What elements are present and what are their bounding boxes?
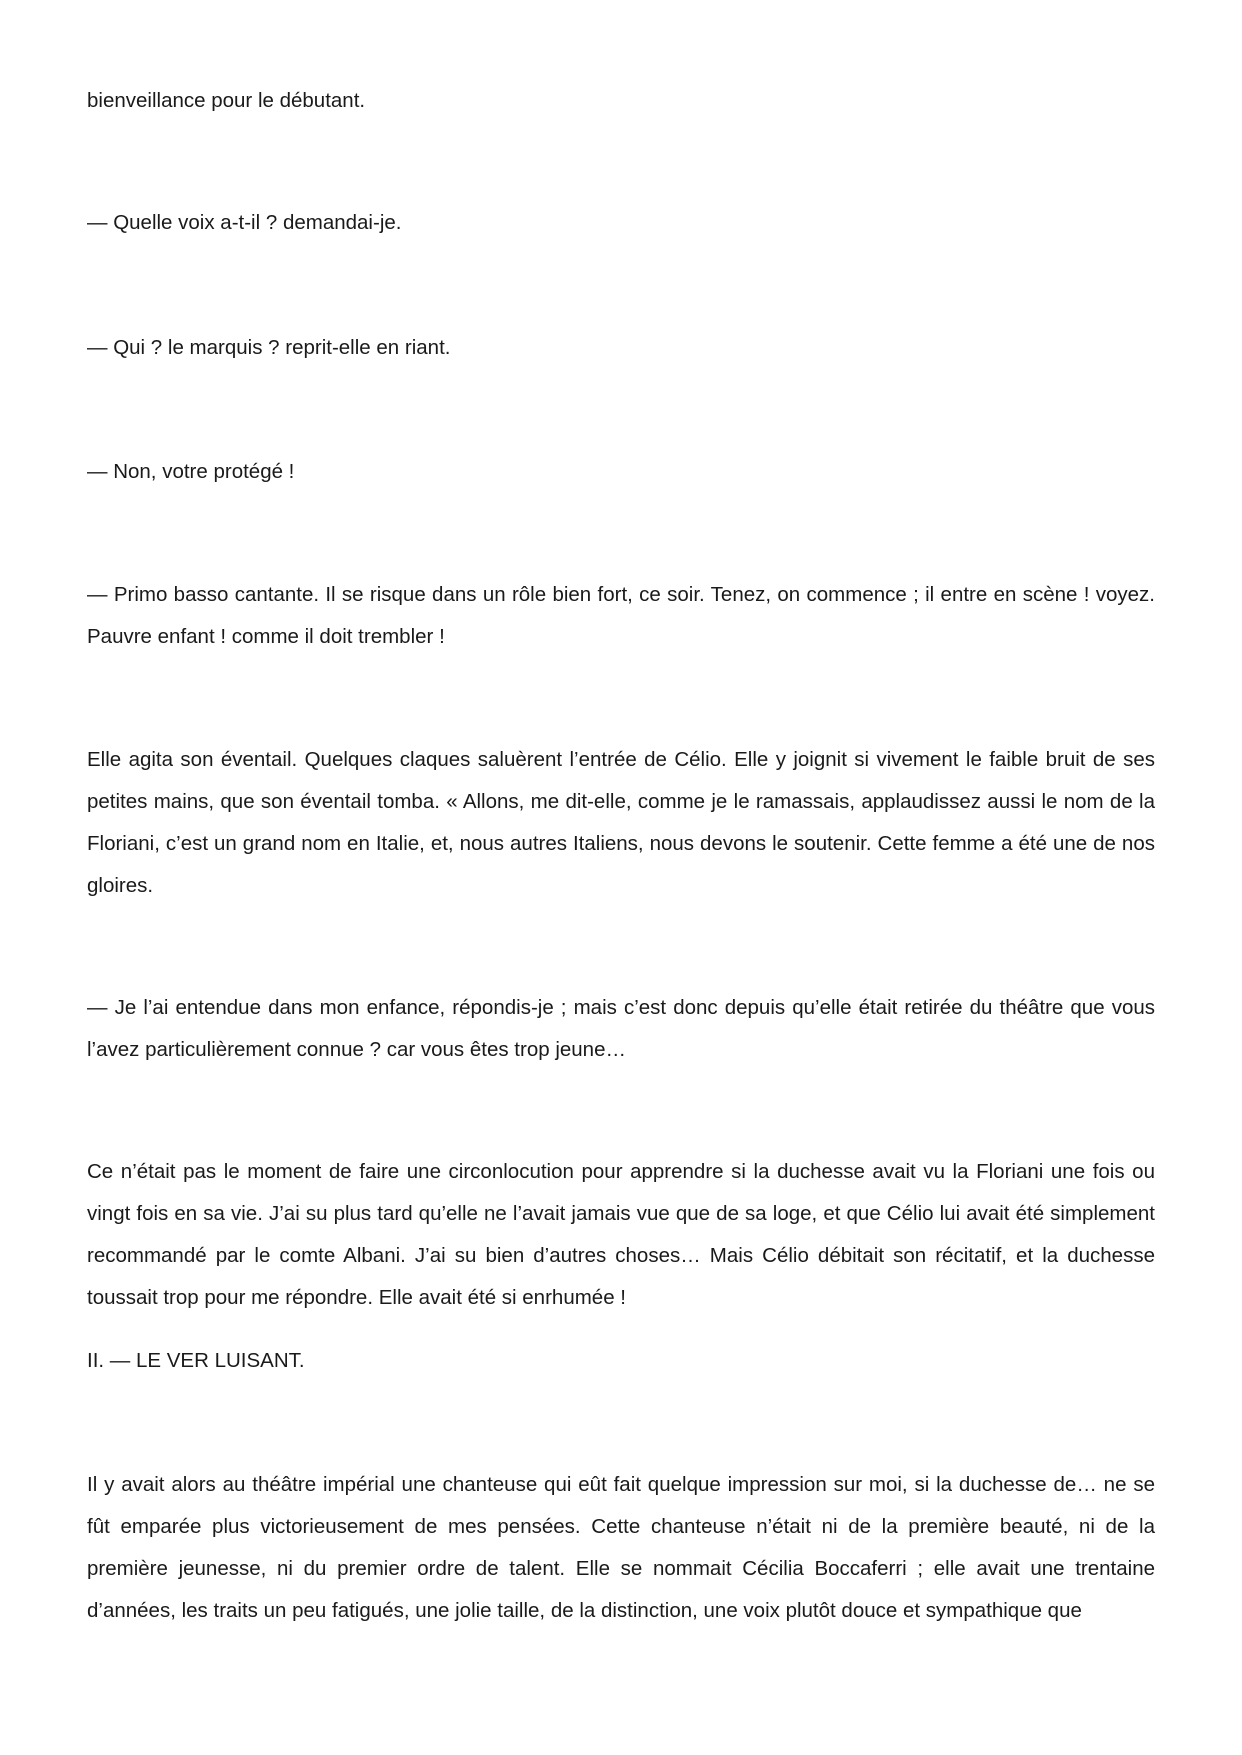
paragraph: Ce n’était pas le moment de faire une circonlocution pour apprendre si la duchesse avait vu la Floriani une fois ou vingt fois en sa vie. J’ai su plus tard qu’elle ne l’avait jamais vue que de sa loge, et que Célio lui avait été simplement recommandé par le comte Albani. J’ai su bien d’autres choses… Mais Célio débitait son récitatif, et la duchesse toussait trop pour me répondre. Elle avait été si enrhumée ! bbox=[87, 1160, 1155, 1309]
paragraph-continuation: bienveillance pour le débutant. bbox=[87, 89, 366, 112]
dialogue-line: — Primo basso cantante. Il se risque dans un rôle bien fort, ce soir. Tenez, on commence ; il entre en scène ! voyez. Pauvre enfant ! comme il doit trembler ! bbox=[87, 583, 1155, 648]
dialogue-line: — Qui ? le marquis ? reprit-elle en riant. bbox=[87, 336, 451, 359]
paragraph: Il y avait alors au théâtre impérial une chanteuse qui eût fait quelque impression sur moi, si la duchesse de… ne se fût emparée plus victorieusement de mes pensées. Cette chanteuse n’était ni de la première beauté, ni de la première jeunesse, ni du premier ordre de talent. Elle se nommait Cécilia Boccaferri ; elle avait une trentaine d’années, les traits un peu fatigués, une jolie taille, de la distinction, une voix plutôt douce et sympathique que bbox=[87, 1473, 1155, 1622]
paragraph: Elle agita son éventail. Quelques claques saluèrent l’entrée de Célio. Elle y joignit si vivement le faible bruit de ses petites mains, que son éventail tomba. « Allons, me dit-elle, comme je le ramassais, applaudissez aussi le nom de la Floriani, c’est un grand nom en Italie, et, nous autres Italiens, nous devons le soutenir. Cette femme a été une de nos gloires. bbox=[87, 748, 1155, 897]
chapter-heading: II. — LE VER LUISANT. bbox=[87, 1349, 305, 1372]
dialogue-line: — Quelle voix a-t-il ? demandai-je. bbox=[87, 211, 402, 234]
dialogue-line: — Je l’ai entendue dans mon enfance, répondis-je ; mais c’est donc depuis qu’elle était retirée du théâtre que vous l’avez particulièrement connue ? car vous êtes trop jeune… bbox=[87, 996, 1155, 1061]
dialogue-line: — Non, votre protégé ! bbox=[87, 460, 295, 483]
